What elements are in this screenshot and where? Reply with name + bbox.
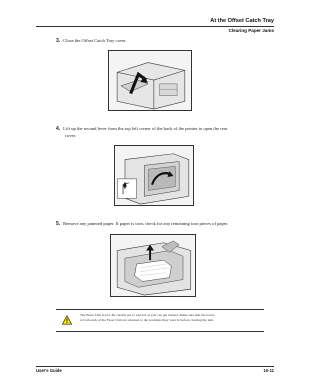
footer-rule (36, 366, 274, 367)
printer-rear-illustration (115, 146, 193, 205)
step-text: Close the Offset Catch Tray cover. (63, 38, 127, 43)
figure-remove-jammed-paper (110, 234, 196, 297)
printer-illustration (109, 51, 191, 110)
step-number: 5. (56, 221, 61, 227)
header-rule (36, 26, 274, 27)
caution-note (56, 309, 264, 332)
jammed-paper-illustration (111, 235, 195, 296)
figure-open-rear-cover (114, 145, 194, 206)
footer-guide-title: User's Guide (36, 368, 62, 373)
figure-close-offset-tray (108, 50, 192, 111)
step-text: Lift up the second lever from the top left corner of the back of the printer to open the rear (63, 126, 228, 131)
step-number: 4. (56, 126, 61, 132)
step-4 (56, 126, 227, 139)
step-number: 3. (56, 38, 61, 44)
page-header-subtitle: Clearing Paper Jams (228, 28, 274, 33)
footer-page-number: 10-11 (263, 368, 274, 373)
step-5 (56, 221, 228, 228)
warning-icon (62, 315, 72, 325)
caution-line-2: at both ends of the Fuser Unit are returned to the positions they were in before clearing the jam. (80, 318, 214, 322)
step-3 (56, 38, 127, 45)
page-header-title: At the Offset Catch Tray (210, 18, 274, 24)
caution-line-1: The Fuser Unit is hot. Be careful not to touch it as you can get burned. Make sure that the levers (80, 313, 215, 317)
caution-text (80, 313, 260, 323)
step-text: Remove any jammed paper. If paper is torn, check for any remaining torn pieces of paper. (63, 221, 229, 226)
step-text-continuation: cover. (65, 132, 77, 138)
